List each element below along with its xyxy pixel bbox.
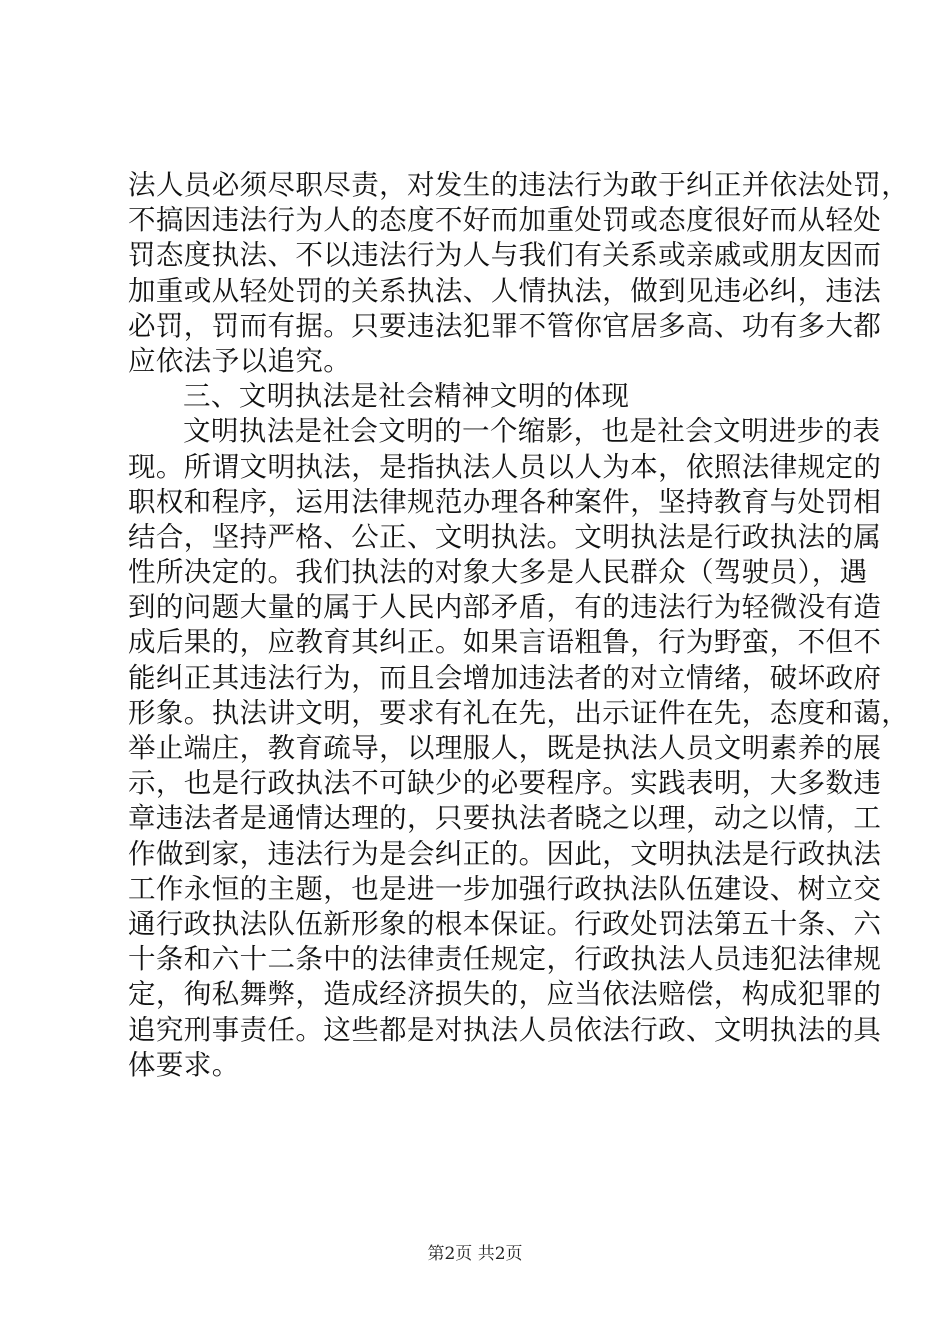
text-line: 不搞因违法行为人的态度不好而加重处罚或态度很好而从轻处 <box>128 204 882 237</box>
text-line: 法人员必须尽职尽责，对发生的违法行为敢于纠正并依法处罚， <box>128 169 910 201</box>
text-line: 到的问题大量的属于人民内部矛盾，有的违法行为轻微没有造 <box>128 591 882 624</box>
text-line: 应依法予以追究。 <box>128 344 352 377</box>
text-line: 十条和六十二条中的法律责任规定，行政执法人员违犯法律规 <box>128 943 882 976</box>
text-line: 定，徇私舞弊，造成经济损失的，应当依法赔偿，构成犯罪的 <box>128 978 882 1011</box>
text-line: 追究刑事责任。这些都是对执法人员依法行政、文明执法的具 <box>128 1013 882 1046</box>
text-line: 成后果的，应教育其纠正。如果言语粗鲁，行为野蛮，不但不 <box>128 626 882 659</box>
text-line: 加重或从轻处罚的关系执法、人情执法，做到见违必纠，违法 <box>128 274 882 307</box>
text-line: 文明执法是社会文明的一个缩影，也是社会文明进步的表 <box>183 415 881 448</box>
text-line: 罚态度执法、不以违法行为人与我们有关系或亲戚或朋友因而 <box>128 239 882 272</box>
text-line: 示，也是行政执法不可缺少的必要程序。实践表明，大多数违 <box>128 767 882 800</box>
text-line: 作做到家，违法行为是会纠正的。因此，文明执法是行政执法 <box>128 837 882 870</box>
text-line: 现。所谓文明执法，是指执法人员以人为本，依照法律规定的 <box>128 450 882 483</box>
text-line: 能纠正其违法行为，而且会增加违法者的对立情绪，破坏政府 <box>128 661 882 694</box>
text-line: 形象。执法讲文明，要求有礼在先，出示证件在先，态度和蔼， <box>128 696 910 729</box>
document-body <box>128 168 910 1083</box>
text-line: 体要求。 <box>128 1048 240 1081</box>
text-line: 结合，坚持严格、公正、文明执法。文明执法是行政执法的属 <box>128 520 882 553</box>
page-number-footer: 第2页 共2页 <box>427 1244 523 1264</box>
text-line: 通行政执法队伍新形象的根本保证。行政处罚法第五十条、六 <box>128 907 882 940</box>
text-line: 工作永恒的主题，也是进一步加强行政执法队伍建设、树立交 <box>128 872 882 905</box>
section-heading: 三、文明执法是社会精神文明的体现 <box>183 380 630 413</box>
text-line: 职权和程序，运用法律规范办理各种案件，坚持教育与处罚相 <box>128 485 882 518</box>
text-line: 性所决定的。我们执法的对象大多是人民群众（驾驶员），遇 <box>128 556 868 589</box>
text-line: 举止端庄，教育疏导，以理服人，既是执法人员文明素养的展 <box>128 732 882 764</box>
text-line: 章违法者是通情达理的，只要执法者晓之以理，动之以情，工 <box>128 802 882 835</box>
text-line: 必罚，罚而有据。只要违法犯罪不管你官居多高、功有多大都 <box>128 309 882 342</box>
